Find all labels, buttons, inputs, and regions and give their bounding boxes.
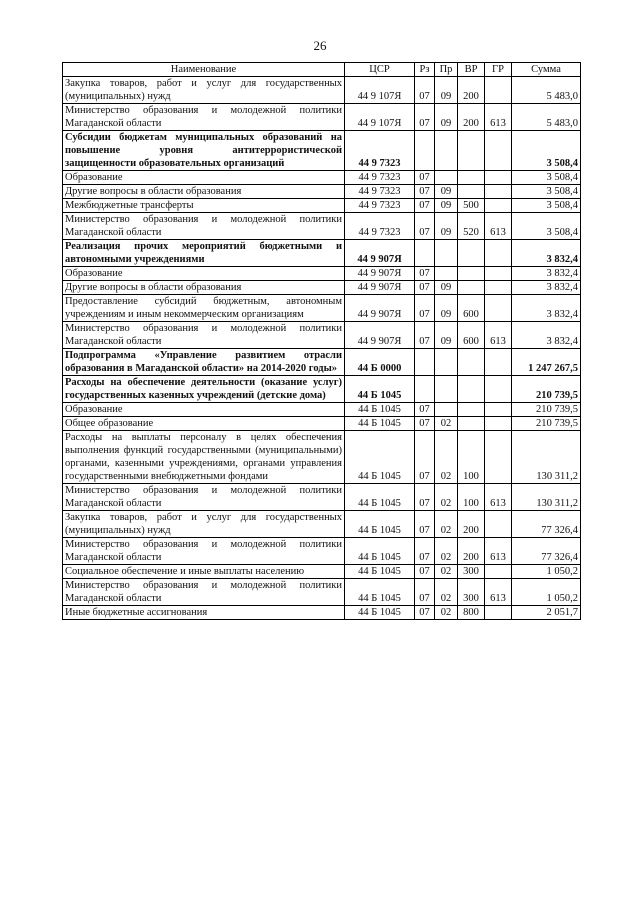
table-row [63,199,581,213]
cell-pr: 02 [435,417,458,431]
cell-csr: 44 Б 1045 [345,606,415,620]
cell-name: Иные бюджетные ассигнования [63,606,345,620]
cell-sum: 210 739,5 [512,417,581,431]
cell-gr [485,240,512,267]
cell-csr: 44 Б 1045 [345,565,415,579]
cell-gr [485,431,512,484]
cell-sum: 1 050,2 [512,565,581,579]
header-csr: ЦСР [345,63,415,77]
cell-name: Предоставление субсидий бюджетным, автономным учреждениям и иным некоммерческим организациям [63,295,345,322]
cell-pr: 02 [435,565,458,579]
cell-sum: 3 832,4 [512,267,581,281]
cell-rz: 07 [415,417,435,431]
cell-name: Закупка товаров, работ и услуг для государственных (муниципальных) нужд [63,77,345,104]
cell-gr [485,295,512,322]
table-row [63,77,581,104]
cell-name: Образование [63,267,345,281]
cell-csr: 44 Б 0000 [345,349,415,376]
cell-rz: 07 [415,484,435,511]
table-row [63,267,581,281]
cell-pr: 09 [435,281,458,295]
cell-vr [458,171,485,185]
cell-sum: 3 832,4 [512,322,581,349]
cell-sum: 3 832,4 [512,240,581,267]
header-sum: Сумма [512,63,581,77]
cell-gr [485,77,512,104]
cell-csr: 44 Б 1045 [345,538,415,565]
cell-pr: 09 [435,104,458,131]
table-row [63,185,581,199]
cell-pr: 09 [435,185,458,199]
cell-vr [458,417,485,431]
header-vr: ВР [458,63,485,77]
cell-csr: 44 9 7323 [345,213,415,240]
cell-rz: 07 [415,579,435,606]
cell-rz [415,349,435,376]
cell-gr [485,403,512,417]
cell-pr: 02 [435,579,458,606]
cell-csr: 44 9 907Я [345,322,415,349]
cell-vr: 800 [458,606,485,620]
cell-sum: 2 051,7 [512,606,581,620]
cell-gr: 613 [485,104,512,131]
table-row [63,171,581,185]
cell-rz [415,131,435,171]
header-gr: ГР [485,63,512,77]
cell-vr: 300 [458,565,485,579]
cell-vr: 500 [458,199,485,213]
cell-sum: 210 739,5 [512,376,581,403]
cell-name: Министерство образования и молодежной политики Магаданской области [63,104,345,131]
cell-pr [435,349,458,376]
table-row [63,240,581,267]
cell-csr: 44 9 107Я [345,104,415,131]
cell-vr [458,131,485,171]
cell-rz: 07 [415,281,435,295]
cell-gr [485,349,512,376]
cell-rz: 07 [415,403,435,417]
cell-pr: 09 [435,322,458,349]
cell-name: Подпрограмма «Управление развитием отрасли образования в Магаданской области» на 2014-2020 годы» [63,349,345,376]
cell-sum: 3 832,4 [512,281,581,295]
cell-vr [458,240,485,267]
cell-pr [435,403,458,417]
cell-vr [458,185,485,199]
table-row [63,403,581,417]
cell-vr: 200 [458,538,485,565]
cell-sum: 3 508,4 [512,171,581,185]
cell-sum: 5 483,0 [512,77,581,104]
cell-rz: 07 [415,185,435,199]
cell-csr: 44 Б 1045 [345,511,415,538]
cell-rz: 07 [415,322,435,349]
table-row [63,538,581,565]
cell-sum: 3 508,4 [512,213,581,240]
cell-name: Министерство образования и молодежной политики Магаданской области [63,213,345,240]
cell-gr [485,281,512,295]
header-pr: Пр [435,63,458,77]
cell-vr: 200 [458,77,485,104]
cell-rz [415,376,435,403]
cell-pr: 02 [435,606,458,620]
cell-vr: 200 [458,104,485,131]
cell-pr: 09 [435,77,458,104]
cell-sum: 3 508,4 [512,199,581,213]
cell-rz [415,240,435,267]
cell-gr [485,511,512,538]
cell-vr [458,376,485,403]
cell-sum: 1 247 267,5 [512,349,581,376]
cell-sum: 1 050,2 [512,579,581,606]
table-header-row [63,63,581,77]
cell-pr: 02 [435,431,458,484]
table-row [63,349,581,376]
cell-name: Министерство образования и молодежной политики Магаданской области [63,322,345,349]
cell-csr: 44 9 907Я [345,281,415,295]
cell-vr: 100 [458,431,485,484]
cell-pr: 09 [435,199,458,213]
cell-pr [435,240,458,267]
cell-gr [485,185,512,199]
cell-name: Другие вопросы в области образования [63,185,345,199]
table-row [63,606,581,620]
cell-sum: 130 311,2 [512,431,581,484]
cell-name: Социальное обеспечение и иные выплаты населению [63,565,345,579]
cell-rz: 07 [415,565,435,579]
cell-pr: 02 [435,484,458,511]
cell-vr: 200 [458,511,485,538]
table-row [63,484,581,511]
cell-csr: 44 9 7323 [345,199,415,213]
cell-csr: 44 Б 1045 [345,579,415,606]
cell-name: Общее образование [63,417,345,431]
cell-name: Субсидии бюджетам муниципальных образований на повышение уровня антитеррористической защищенности образовательных организаций [63,131,345,171]
budget-table [62,62,581,620]
page-number: 26 [313,38,327,53]
cell-pr [435,376,458,403]
cell-name: Другие вопросы в области образования [63,281,345,295]
cell-rz: 07 [415,295,435,322]
cell-sum: 3 508,4 [512,131,581,171]
cell-gr [485,131,512,171]
table-row [63,511,581,538]
cell-name: Министерство образования и молодежной политики Магаданской области [63,579,345,606]
cell-sum: 77 326,4 [512,511,581,538]
table-row [63,295,581,322]
cell-rz: 07 [415,199,435,213]
cell-gr: 613 [485,213,512,240]
cell-vr: 520 [458,213,485,240]
cell-gr [485,199,512,213]
cell-rz: 07 [415,77,435,104]
cell-vr: 600 [458,322,485,349]
cell-vr: 100 [458,484,485,511]
cell-sum: 3 832,4 [512,295,581,322]
cell-sum: 77 326,4 [512,538,581,565]
cell-name: Межбюджетные трансферты [63,199,345,213]
cell-pr: 02 [435,511,458,538]
table-row [63,131,581,171]
cell-pr: 09 [435,213,458,240]
cell-pr [435,171,458,185]
cell-csr: 44 9 907Я [345,267,415,281]
table-row [63,376,581,403]
cell-rz: 07 [415,538,435,565]
cell-csr: 44 Б 1045 [345,431,415,484]
cell-csr: 44 9 7323 [345,171,415,185]
cell-vr: 600 [458,295,485,322]
cell-sum: 210 739,5 [512,403,581,417]
header-name: Наименование [63,63,345,77]
cell-sum: 5 483,0 [512,104,581,131]
cell-csr: 44 Б 1045 [345,376,415,403]
table-row [63,431,581,484]
table-row [63,281,581,295]
cell-name: Образование [63,171,345,185]
cell-name: Расходы на выплаты персоналу в целях обеспечения выполнения функций государственными (муниципальными) органами, казенными учреждениями, органами управления государственными внебюджетными фондами [63,431,345,484]
cell-csr: 44 Б 1045 [345,484,415,511]
cell-gr [485,171,512,185]
cell-pr [435,267,458,281]
cell-name: Реализация прочих мероприятий бюджетными и автономными учреждениями [63,240,345,267]
cell-gr [485,267,512,281]
cell-rz: 07 [415,171,435,185]
header-rz: Рз [415,63,435,77]
cell-gr [485,376,512,403]
cell-gr [485,606,512,620]
cell-csr: 44 9 907Я [345,295,415,322]
cell-rz: 07 [415,104,435,131]
cell-rz: 07 [415,606,435,620]
table-row [63,579,581,606]
table-row [63,565,581,579]
cell-csr: 44 Б 1045 [345,403,415,417]
cell-vr [458,281,485,295]
cell-sum: 3 508,4 [512,185,581,199]
cell-name: Министерство образования и молодежной политики Магаданской области [63,484,345,511]
cell-vr [458,267,485,281]
table-row [63,322,581,349]
cell-gr: 613 [485,579,512,606]
cell-csr: 44 Б 1045 [345,417,415,431]
cell-csr: 44 9 7323 [345,185,415,199]
cell-sum: 130 311,2 [512,484,581,511]
cell-rz: 07 [415,267,435,281]
cell-csr: 44 9 107Я [345,77,415,104]
cell-rz: 07 [415,511,435,538]
cell-name: Закупка товаров, работ и услуг для государственных (муниципальных) нужд [63,511,345,538]
cell-gr [485,565,512,579]
cell-gr [485,417,512,431]
cell-pr [435,131,458,171]
cell-pr: 02 [435,538,458,565]
cell-rz: 07 [415,213,435,240]
cell-csr: 44 9 907Я [345,240,415,267]
cell-vr [458,403,485,417]
cell-pr: 09 [435,295,458,322]
cell-csr: 44 9 7323 [345,131,415,171]
cell-name: Министерство образования и молодежной политики Магаданской области [63,538,345,565]
table-row [63,417,581,431]
cell-vr [458,349,485,376]
cell-gr: 613 [485,322,512,349]
cell-vr: 300 [458,579,485,606]
cell-name: Образование [63,403,345,417]
cell-name: Расходы на обеспечение деятельности (оказание услуг) государственных казенных учреждений (детские дома) [63,376,345,403]
cell-gr: 613 [485,538,512,565]
table-body [63,77,581,620]
cell-gr: 613 [485,484,512,511]
table-row [63,213,581,240]
table-row [63,104,581,131]
cell-rz: 07 [415,431,435,484]
